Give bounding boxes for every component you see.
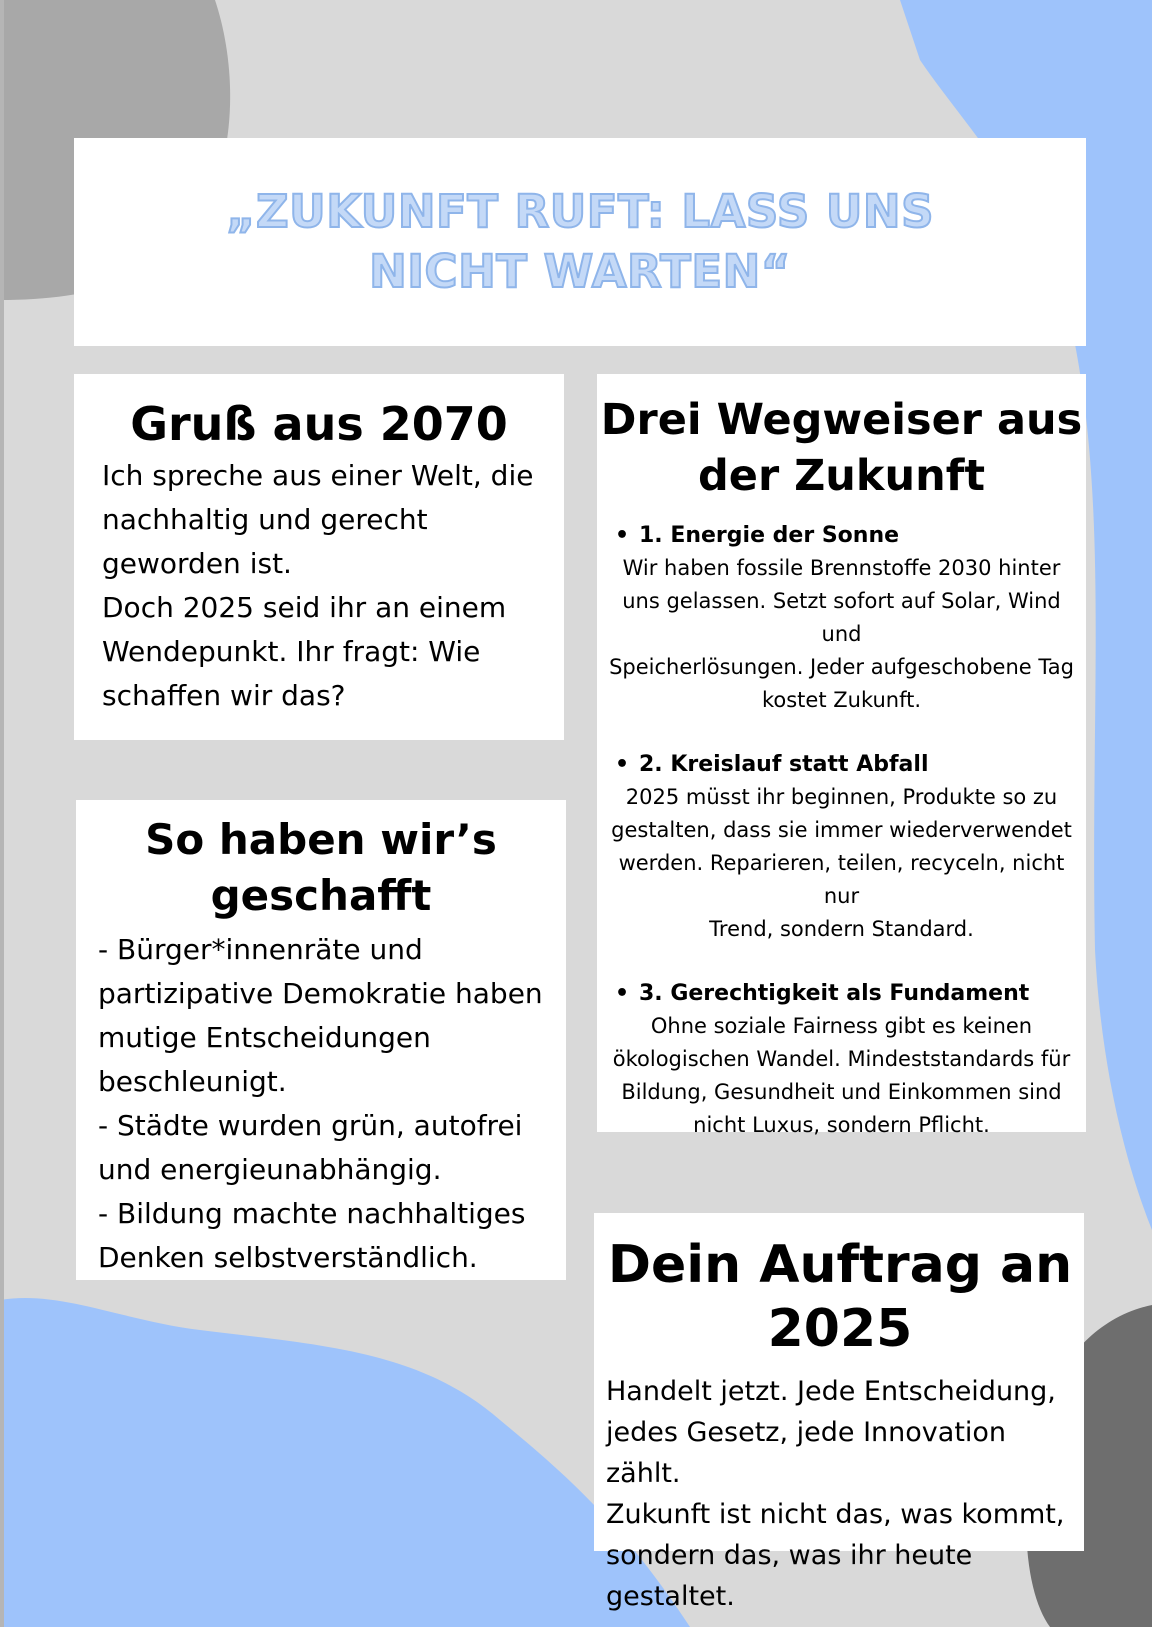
mission-heading-line-1: Dein Auftrag an [607, 1235, 1073, 1295]
signpost-line: 2025 müsst ihr beginnen, Produkte so zu [625, 785, 1058, 809]
signpost-title [599, 978, 1084, 1010]
greeting-line: Doch 2025 seid ihr an einem [102, 591, 507, 624]
how-line: - Städte wurden grün, autofrei [98, 1109, 523, 1142]
signposts-panel [597, 374, 1086, 1137]
mission-heading-line-2: 2025 [767, 1299, 913, 1359]
how-line: partizipative Demokratie haben [98, 977, 543, 1010]
how-heading-line-2: geschafft [210, 871, 432, 920]
signpost-line: Ohne soziale Fairness gibt es keinen [650, 1014, 1033, 1038]
greeting-line: geworden ist. [102, 547, 292, 580]
signpost-line: nicht Luxus, sondern Pflicht. [693, 1113, 990, 1137]
bullet-icon: • [615, 523, 630, 548]
how-panel [76, 800, 566, 1280]
greeting-line: Ich spreche aus einer Welt, die [102, 459, 534, 492]
signpost-line: ökologischen Wandel. Mindeststandards für [612, 1047, 1071, 1071]
title-panel [74, 138, 1086, 346]
mission-panel [594, 1213, 1084, 1612]
how-line: beschleunigt. [98, 1065, 287, 1098]
signpost-item-justice [599, 978, 1084, 1142]
mission-line: jedes Gesetz, jede Innovation zählt. [606, 1417, 1007, 1489]
how-line: - Bürger*innenräte und [98, 933, 423, 966]
bullet-icon: • [615, 981, 630, 1006]
signpost-item-circular [599, 749, 1084, 946]
signposts-heading [599, 392, 1084, 504]
signpost-item-energy [599, 520, 1084, 717]
greeting-text [102, 454, 536, 718]
signposts-heading-line-2: der Zukunft [698, 451, 985, 501]
signpost-title [599, 520, 1084, 552]
mission-heading [606, 1233, 1074, 1361]
greeting-panel [74, 374, 564, 740]
how-line: - Bildung machte nachhaltiges [98, 1197, 526, 1230]
signpost-line: Speicherlösungen. Jeder aufgeschobene Tag [609, 655, 1074, 679]
page-title [200, 182, 960, 302]
signpost-line: werden. Reparieren, teilen, recyceln, nicht nur [618, 851, 1065, 908]
signpost-line: Wir haben fossile Brennstoffe 2030 hinter [622, 556, 1061, 580]
signpost-line: kostet Zukunft. [761, 688, 922, 712]
signpost-title-text: 3. Gerechtigkeit als Fundament [639, 981, 1030, 1006]
how-text [98, 928, 544, 1280]
how-line: mutige Entscheidungen [98, 1021, 431, 1054]
title-line-1: „ZUKUNFT RUFT: LASS UNS [225, 185, 935, 238]
signpost-line: Trend, sondern Standard. [709, 917, 974, 941]
mission-line: Handelt jetzt. Jede Entscheidung, [606, 1376, 1056, 1407]
mission-text [606, 1371, 1074, 1617]
signposts-heading-line-1: Drei Wegweiser aus [600, 395, 1083, 445]
page-border-left [0, 0, 4, 1627]
signpost-line: uns gelassen. Setzt sofort auf Solar, Wind und [622, 589, 1061, 646]
how-heading-line-1: So haben wir’s [145, 815, 497, 864]
mission-line: sondern das, was ihr heute gestaltet. [606, 1540, 973, 1612]
how-line: Denken selbstverständlich. [98, 1241, 478, 1274]
signpost-text [599, 1010, 1084, 1142]
greeting-line: nachhaltig und gerecht [102, 503, 428, 536]
signpost-title-text: 1. Energie der Sonne [639, 523, 900, 548]
how-line: und energieunabhängig. [98, 1153, 442, 1186]
how-heading [98, 812, 544, 924]
greeting-heading: Gruß aus 2070 [130, 397, 508, 451]
greeting-line: Wendepunkt. Ihr fragt: Wie [102, 635, 481, 668]
signpost-line: Bildung, Gesundheit und Einkommen sind [621, 1080, 1062, 1104]
signpost-title-text: 2. Kreislauf statt Abfall [639, 752, 929, 777]
greeting-line: schaffen wir das? [102, 679, 346, 712]
signpost-line: gestalten, dass sie immer wiederverwendet [611, 818, 1072, 842]
signpost-text [599, 781, 1084, 946]
bullet-icon: • [615, 752, 630, 777]
blue-blob-bottom-left [0, 1298, 690, 1627]
title-line-2: NICHT WARTEN“ [369, 245, 791, 298]
signpost-text [599, 552, 1084, 717]
mission-line: Zukunft ist nicht das, was kommt, [606, 1499, 1065, 1530]
signpost-title [599, 749, 1084, 781]
